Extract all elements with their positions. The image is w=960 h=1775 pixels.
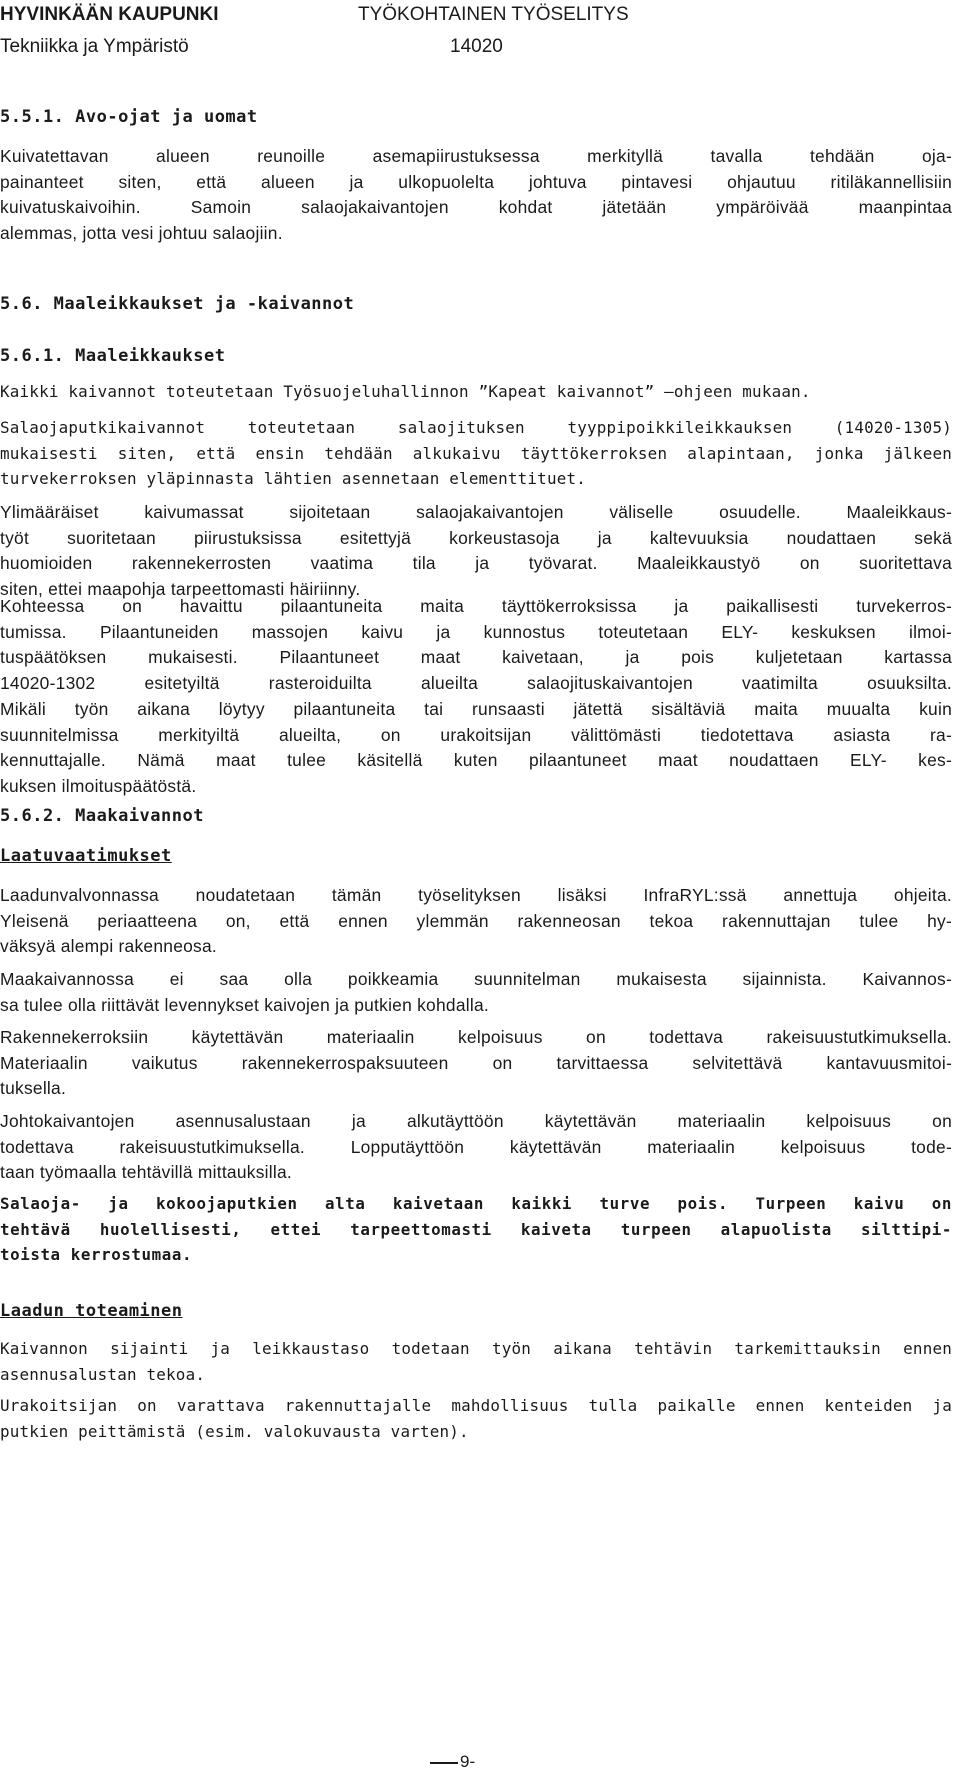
text-line: Yleisenä periaatteena on, että ennen ylemmän rakenneosan tekoa rakennuttajan tulee hy- [0, 910, 952, 931]
paragraph-excavation-deviation [0, 967, 952, 1018]
subheading-quality-verification: Laadun toteaminen [0, 1301, 183, 1321]
text-line: huomioiden rakennekerrosten vaatima tila ja työvarat. Maaleikkaustyö on suoritettava [0, 553, 952, 574]
paragraph-contaminated-soil [0, 594, 952, 800]
paragraph-peat-removal [0, 1191, 952, 1268]
section-heading-5-6: 5.6. Maaleikkaukset ja -kaivannot [0, 294, 355, 314]
text-line: Kaikki kaivannot toteutetaan Työsuojeluhallinnon ”Kapeat kaivannot” –ohjeen mukaan. [0, 382, 811, 401]
paragraph-trench-guidance [0, 379, 952, 405]
text-line: 14020-1302 esitetyiltä rasteroiduilta alueilta salaojituskaivantojen vaatimilta osuuksilta. [0, 673, 952, 694]
page-number-text: 9- [460, 1752, 476, 1771]
text-line: Johtokaivantojen asennusalustaan ja alkutäyttöön käytettävän materiaalin kelpoisuus on [0, 1111, 952, 1131]
subheading-quality-requirements: Laatuvaatimukset [0, 846, 172, 866]
paragraph-location-check [0, 1336, 952, 1387]
paragraph-material-suitability [0, 1025, 952, 1102]
header-doc-type: TYÖKOHTAINEN TYÖSELITYS [358, 4, 629, 25]
text-line: Mikäli työn aikana löytyy pilaantuneita tai runsaasti jätettä sisältäviä maita muualta kuin [0, 698, 952, 719]
text-line: Materiaalin vaikutus rakennekerrospaksuuteen on tarvittaessa selvitettävä kantavuusmitoi- [0, 1052, 952, 1073]
paragraph-quality-control [0, 883, 952, 960]
text-line: taan työmaalla tehtävillä mittauksilla. [0, 1162, 292, 1183]
text-line: painanteet siten, että alueen ja ulkopuolelta johtuva pintavesi ohjautuu ritiläkannellisiin [0, 171, 952, 192]
text-line: Urakoitsijan on varattava rakennuttajalle mahdollisuus tulla paikalle ennen kenteiden ja [0, 1396, 952, 1415]
text-line: turvekerroksen yläpinnasta lähtien asennetaan elementtituet. [0, 469, 587, 489]
header-doc-number: 14020 [450, 36, 503, 57]
section-heading-5-6-2: 5.6.2. Maakaivannot [0, 806, 204, 826]
text-line: sa tulee olla riittävät levennykset kaivojen ja putkien kohdalla. [0, 994, 489, 1015]
text-line: tuspäätöksen mukaisesti. Pilaantuneet maat kaivetaan, ja pois kuljetetaan kartassa [0, 647, 952, 668]
text-line: työt suoritetaan piirustuksissa esitettyjä korkeustasoja ja kaltevuuksia noudattaen sekä [0, 527, 952, 548]
text-line: tehtävä huolellisesti, ettei tarpeettomasti kaiveta turpeen alapuolista silttipi- [0, 1219, 952, 1239]
paragraph-drain-trenches [0, 415, 952, 492]
text-line: toista kerrostumaa. [0, 1245, 193, 1265]
text-line: kennuttajalle. Nämä maat tulee käsitellä kuten pilaantuneet maat noudattaen ELY- kes- [0, 750, 952, 771]
text-line: Kohteessa on havaittu pilaantuneita maita täyttökerroksissa ja paikallisesti turvekerros- [0, 596, 952, 616]
dash-mark [430, 1762, 458, 1764]
text-line: Rakennekerroksiin käytettävän materiaalin kelpoisuus on todettava rakeisuustutkimuksella. [0, 1027, 952, 1047]
text-line: Salaojaputkikaivannot toteutetaan salaojituksen tyyppipoikkileikkauksen (14020-1305) [0, 418, 952, 437]
text-line: todettava rakeisuustutkimuksella. Lopputäyttöön käytettävän materiaalin kelpoisuus tode- [0, 1136, 952, 1157]
page-number [430, 1752, 475, 1772]
paragraph-contractor-notice [0, 1393, 952, 1444]
text-line: Kaivannon sijainti ja leikkaustaso todetaan työn aikana tehtävin tarkemittauksin ennen [0, 1339, 952, 1358]
text-line: väksyä alempi rakenneosa. [0, 936, 217, 957]
text-line: tuksella. [0, 1078, 67, 1099]
section-heading-5-5-1: 5.5.1. Avo-ojat ja uomat [0, 107, 258, 127]
text-line: siten, ettei maapohja tarpeettomasti häiriinny. [0, 579, 361, 600]
text-line: kuivatuskaivoihin. Samoin salaojakaivantojen kohdat jätetään ympäröivää maanpintaa [0, 197, 952, 218]
header-department: Tekniikka ja Ympäristö [0, 36, 189, 57]
paragraph-ditches [0, 144, 952, 247]
header-organization: HYVINKÄÄN KAUPUNKI [0, 4, 219, 25]
section-heading-5-6-1: 5.6.1. Maaleikkaukset [0, 346, 226, 366]
text-line: Salaoja- ja kokoojaputkien alta kaivetaan kaikki turve pois. Turpeen kaivu on [0, 1194, 952, 1213]
text-line: Laadunvalvonnassa noudatetaan tämän työselityksen lisäksi InfraRYL:ssä annettuja ohjeita. [0, 885, 952, 905]
text-line: alemmas, jotta vesi johtuu salaojiin. [0, 223, 283, 244]
text-line: Kuivatettavan alueen reunoille asemapiirustuksessa merkityllä tavalla tehdään oja- [0, 146, 952, 166]
text-line: mukaisesti siten, että ensin tehdään alkukaivu täyttökerroksen alapintaan, jonka jälkeen [0, 443, 952, 463]
text-line: putkien peittämistä (esim. valokuvausta varten). [0, 1421, 469, 1441]
text-line: Maakaivannossa ei saa olla poikkeamia suunnitelman mukaisesta sijainnista. Kaivannos- [0, 969, 952, 989]
text-line: kuksen ilmoituspäätöstä. [0, 775, 197, 796]
text-line: suunnitelmissa merkityiltä alueilta, on urakoitsijan välittömästi tiedotettava asiasta ra- [0, 724, 952, 745]
text-line: asennusalustan tekoa. [0, 1364, 206, 1384]
paragraph-backfill-material [0, 1109, 952, 1186]
text-line: tumissa. Pilaantuneiden massojen kaivu ja kunnostus toteutetaan ELY- keskuksen ilmoi- [0, 621, 952, 642]
paragraph-excess-soil [0, 500, 952, 603]
text-line: Ylimääräiset kaivumassat sijoitetaan salaojakaivantojen väliselle osuudelle. Maaleikkaus- [0, 502, 952, 522]
